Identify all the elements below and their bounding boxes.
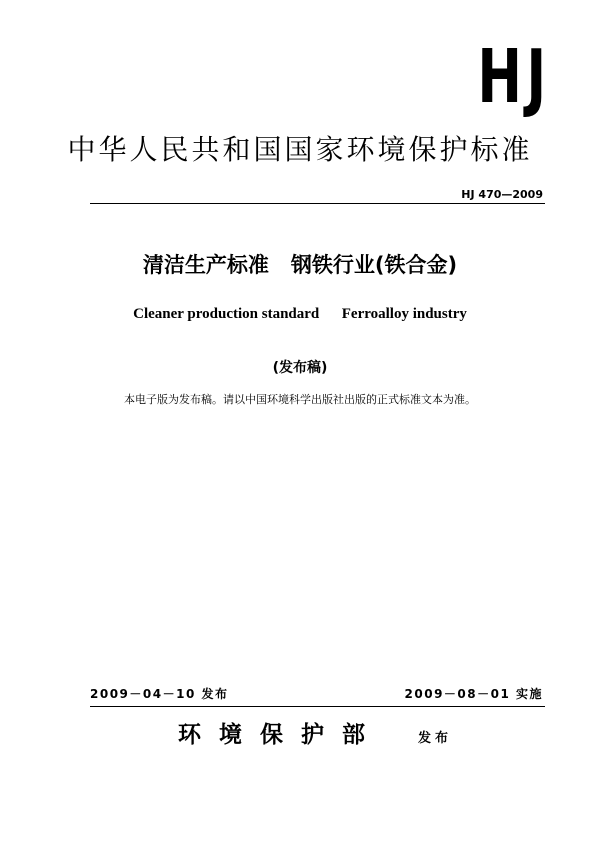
effective-date: 2009－08－01 实施 xyxy=(404,687,543,701)
bottom-divider xyxy=(90,706,545,707)
standard-number: HJ 470—2009 xyxy=(461,188,543,201)
issue-date: 2009－04－10 发布 xyxy=(90,687,229,701)
hj-logo: HJ xyxy=(476,34,550,120)
release-note: 本电子版为发布稿。请以中国环境科学出版社出版的正式标准文本为准。 xyxy=(124,393,476,406)
publisher-suffix: 发布 xyxy=(418,731,453,746)
document-title-cn: 清洁生产标准 钢铁行业(铁合金) xyxy=(142,253,458,277)
publisher-name: 环境保护部 xyxy=(178,722,383,748)
release-tag: (发布稿) xyxy=(272,360,328,376)
document-title-en: Cleaner production standard Ferroalloy industry xyxy=(133,306,467,322)
top-divider xyxy=(90,203,545,204)
national-standard-title: 中华人民共和国国家环境保护标准 xyxy=(67,133,533,166)
